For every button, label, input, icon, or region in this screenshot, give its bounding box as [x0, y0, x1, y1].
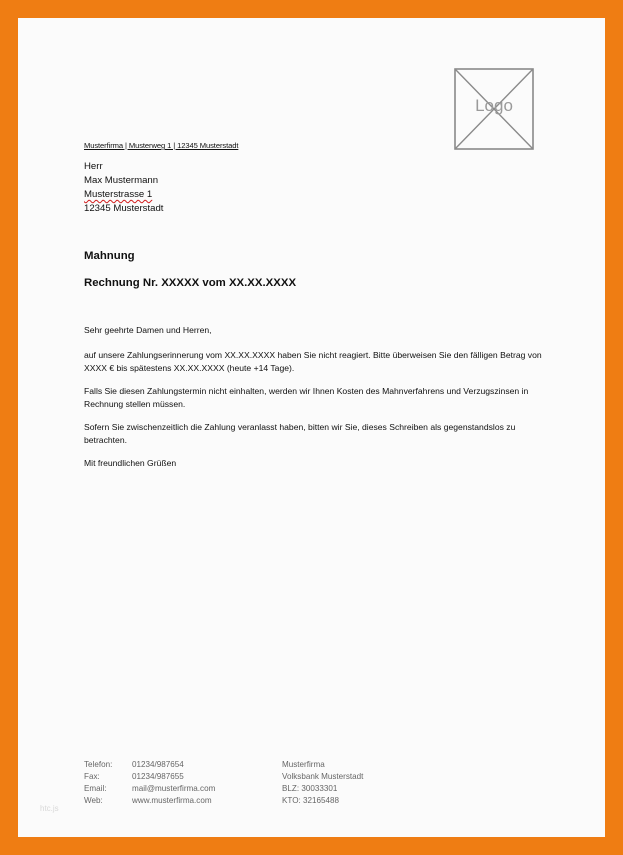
letter-page — [18, 18, 605, 837]
footer-value: 01234/987655 — [132, 772, 184, 781]
footer-value: www.musterfirma.com — [132, 796, 212, 805]
sender-address-line: Musterfirma | Musterweg 1 | 12345 Musterstadt — [84, 141, 239, 150]
footer-row — [84, 771, 363, 783]
letter-subject: Mahnung — [84, 250, 135, 262]
footer-label: Email: — [84, 784, 107, 793]
footer-value: 01234/987654 — [132, 760, 184, 769]
letter-closing: Mit freundlichen Grüßen — [84, 458, 177, 468]
recipient-address-block — [84, 160, 163, 216]
watermark: htc.js — [40, 804, 59, 813]
footer-label: Web: — [84, 796, 103, 805]
logo-label: Logo — [475, 96, 513, 115]
footer-bank-info: KTO: 32165488 — [282, 796, 339, 805]
letter-greeting: Sehr geehrte Damen und Herren, — [84, 325, 212, 335]
footer-value: mail@musterfirma.com — [132, 784, 216, 793]
letter-body — [84, 324, 544, 480]
letter-paragraph-3: Sofern Sie zwischenzeitlich die Zahlung veranlasst haben, bitten wir Sie, dieses Schreiben als gegenstandslos zu betrachten. — [84, 422, 516, 445]
recipient-street-text: Musterstrasse 1 — [84, 189, 153, 200]
footer-bank-info: Volksbank Musterstadt — [282, 772, 364, 781]
footer-bank-info: BLZ: 30033301 — [282, 784, 338, 793]
recipient-city: 12345 Musterstadt — [84, 203, 164, 214]
invoice-reference: Rechnung Nr. XXXXX vom XX.XX.XXXX — [84, 277, 297, 289]
footer-bank-info: Musterfirma — [282, 760, 325, 769]
logo-placeholder — [454, 68, 534, 150]
recipient-salutation: Herr — [84, 161, 103, 172]
footer-row — [84, 759, 363, 771]
letter-paragraph-2: Falls Sie diesen Zahlungstermin nicht einhalten, werden wir Ihnen Kosten des Mahnverfahrens und Verzugszinsen in Rechnung stellen müssen. — [84, 386, 529, 409]
footer-label: Telefon: — [84, 760, 113, 769]
recipient-street — [84, 188, 163, 202]
footer-label: Fax: — [84, 772, 100, 781]
letter-paragraph-1: auf unsere Zahlungserinnerung vom XX.XX.XXXX haben Sie nicht reagiert. Bitte überweisen Sie den fälligen Betrag von XXXX € bis spätestens XX.XX.XXXX (heute +14 Tage). — [84, 350, 542, 373]
footer-row — [84, 783, 363, 795]
recipient-name: Max Mustermann — [84, 175, 159, 186]
footer-row — [84, 795, 363, 807]
letter-footer — [84, 759, 363, 807]
